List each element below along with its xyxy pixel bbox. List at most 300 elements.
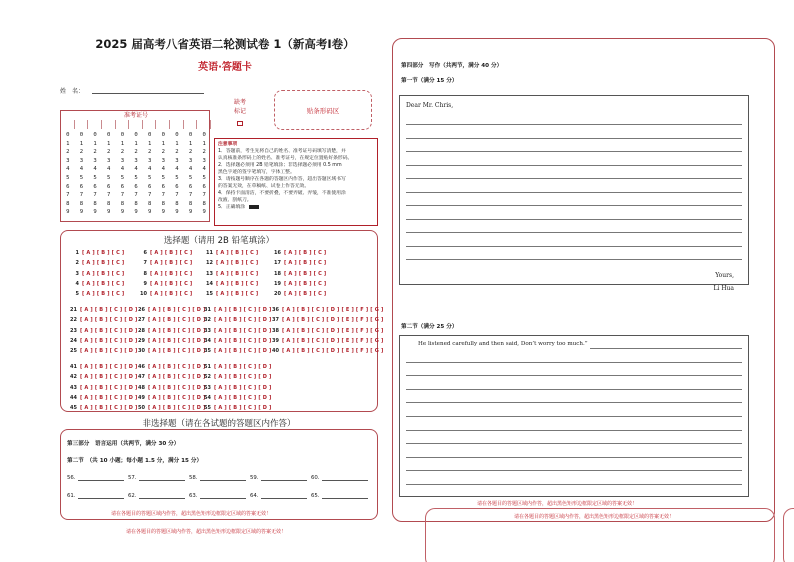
notes-item-text: 2．选择题必须用 2B 铅笔填涂；非选择题必须用 0.5 mm <box>218 163 342 168</box>
blank-input-line[interactable] <box>322 475 368 481</box>
writing-line[interactable] <box>406 362 742 363</box>
exam-digit-bubble[interactable]: 6 <box>93 183 97 190</box>
writing-line[interactable] <box>406 138 742 139</box>
exam-digit-bubble[interactable]: 4 <box>175 166 179 173</box>
exam-digit-bubble[interactable]: 8 <box>66 200 70 207</box>
exam-digit-bubble[interactable]: 4 <box>202 166 206 173</box>
exam-digit-bubble[interactable]: 0 <box>120 132 125 138</box>
exam-digit-bubble[interactable]: 9 <box>188 209 193 216</box>
exam-digit-bubble[interactable]: 0 <box>107 132 111 138</box>
exam-digit-bubble[interactable]: 9 <box>161 209 165 216</box>
exam-digit-bubble[interactable]: 4 <box>134 166 138 173</box>
question-row[interactable] <box>269 346 383 356</box>
exam-digit-bubble[interactable]: 0 <box>93 132 97 138</box>
exam-digit-bubble[interactable]: 6 <box>147 183 152 190</box>
question-row[interactable] <box>201 336 272 346</box>
letter-closing: Yours, <box>715 272 734 279</box>
answer-bubbles[interactable]: [ A ] [ B ] [ C ] <box>150 250 193 256</box>
answer-bubbles[interactable]: [ A ] [ B ] [ C ] [ D ] <box>80 374 138 381</box>
writing-line[interactable] <box>406 192 742 193</box>
answer-bubbles[interactable]: [ A ] [ B ] [ C ] [ D ] <box>148 327 206 334</box>
answer-bubbles[interactable]: [ A ] [ B ] [ C ] [ D ] [ E ] [ F ] [ G ] <box>282 337 384 344</box>
exam-digit-bubble[interactable]: 9 <box>202 209 206 216</box>
exam-digit-bubble[interactable]: 7 <box>93 192 97 199</box>
question-number: 19 <box>274 280 281 287</box>
exam-digit-bubble[interactable]: 6 <box>161 183 165 190</box>
exam-digit-bubble[interactable]: 0 <box>202 132 206 138</box>
left-warning: 请在各题目的答题区域内作答，超出黑色矩形边框限定区域的答案无效！ <box>111 511 272 517</box>
answer-bubbles[interactable]: [ A ] [ B ] [ C ] [ D ] [ E ] [ F ] [ G ] <box>282 307 384 313</box>
absent-mark-box[interactable] <box>237 121 243 126</box>
question-row[interactable] <box>69 248 124 258</box>
exam-digit-bubble[interactable]: 3 <box>175 157 179 164</box>
answer-bubbles[interactable]: [ A ] [ B ] [ C ] [ D ] <box>214 374 272 381</box>
answer-bubbles[interactable]: [ A ] [ B ] [ C ] [ D ] <box>214 348 272 355</box>
exam-digit-bubble[interactable]: 5 <box>93 174 97 181</box>
exam-digit-bubble[interactable]: 7 <box>147 192 152 199</box>
exam-digit-bubble[interactable]: 6 <box>175 183 179 190</box>
letter-greeting: Dear Mr. Chris, <box>406 102 454 109</box>
question-row[interactable] <box>69 269 124 279</box>
answer-bubbles[interactable]: [ A ] [ B ] [ C ] [ D ] <box>214 394 272 401</box>
answer-bubbles[interactable]: [ A ] [ B ] [ C ] <box>82 250 125 256</box>
exam-digit-bubble[interactable]: 1 <box>107 140 111 147</box>
question-row[interactable] <box>201 403 272 413</box>
exam-digit-bubble[interactable]: 5 <box>134 174 138 181</box>
question-row[interactable] <box>137 269 192 279</box>
exam-digit-bubble[interactable]: 0 <box>79 132 84 138</box>
exam-number-cell[interactable] <box>116 120 130 129</box>
exam-digit-bubble[interactable]: 2 <box>161 149 165 156</box>
letter-writing-area[interactable] <box>399 95 749 292</box>
answer-bubbles[interactable]: [ A ] [ B ] [ C ] [ D ] [ E ] [ F ] [ G ] <box>282 317 384 324</box>
answer-bubbles[interactable]: [ A ] [ B ] [ C ] <box>150 291 193 298</box>
answer-bubbles[interactable]: [ A ] [ B ] [ C ] <box>82 280 125 287</box>
answer-bubbles[interactable]: [ A ] [ B ] [ C ] [ D ] <box>148 405 206 412</box>
answer-bubbles[interactable]: [ A ] [ B ] [ C ] <box>284 250 327 256</box>
question-row[interactable] <box>67 383 138 393</box>
question-row[interactable] <box>201 362 272 372</box>
exam-digit-bubble[interactable]: 7 <box>120 192 125 199</box>
blank-number: 57. <box>128 475 137 481</box>
question-group <box>69 248 124 299</box>
blank-number: 65. <box>311 493 320 499</box>
exam-digit-bubble[interactable]: 9 <box>120 209 125 216</box>
exam-digit-bubble[interactable]: 3 <box>79 157 84 164</box>
writing-line[interactable] <box>406 389 742 390</box>
exam-digit-bubble[interactable]: 8 <box>147 200 152 207</box>
question-number: 33 <box>204 327 211 334</box>
question-number: 20 <box>274 291 281 298</box>
question-row[interactable] <box>271 248 326 258</box>
exam-digit-bubble[interactable]: 7 <box>202 192 206 199</box>
exam-digit-bubble[interactable]: 5 <box>188 174 193 181</box>
writing-line[interactable] <box>406 124 742 125</box>
question-group <box>67 305 138 356</box>
exam-digit-bubble[interactable]: 2 <box>120 149 125 156</box>
exam-digit-bubble[interactable]: 0 <box>134 132 138 138</box>
answer-bubbles[interactable]: [ A ] [ B ] [ C ] <box>82 291 125 298</box>
writing-line[interactable] <box>406 470 742 471</box>
question-row[interactable] <box>203 279 258 289</box>
exam-number-write-cells[interactable] <box>61 120 211 129</box>
absent-label <box>226 98 254 116</box>
answer-bubbles[interactable]: [ A ] [ B ] [ C ] [ D ] <box>80 307 138 313</box>
exam-digit-bubble[interactable]: 3 <box>161 157 165 164</box>
question-row[interactable] <box>269 336 383 346</box>
exam-digit-bubble[interactable]: 7 <box>188 192 193 199</box>
answer-bubbles[interactable]: [ A ] [ B ] [ C ] <box>216 291 259 298</box>
notes-item-text: 4．保持卡面清洁，不要折叠，不要弄破、弄皱，不准使用涂 <box>218 191 346 196</box>
question-row[interactable] <box>67 362 138 372</box>
exam-number-column <box>116 131 130 217</box>
answer-bubbles[interactable]: [ A ] [ B ] [ C ] <box>216 270 259 277</box>
question-number: 24 <box>70 337 77 344</box>
question-row[interactable] <box>271 258 326 268</box>
question-group <box>137 248 192 299</box>
answer-bubbles[interactable]: [ A ] [ B ] [ C ] [ D ] <box>80 364 138 370</box>
exam-digit-bubble[interactable]: 5 <box>202 174 206 181</box>
blank-input-line[interactable] <box>78 493 124 499</box>
exam-digit-bubble[interactable]: 5 <box>147 174 152 181</box>
answer-bubbles[interactable]: [ A ] [ B ] [ C ] <box>284 280 327 287</box>
writing-line[interactable] <box>590 348 742 349</box>
answer-bubbles[interactable]: [ A ] [ B ] [ C ] <box>216 280 259 287</box>
exam-digit-bubble[interactable]: 6 <box>107 183 111 190</box>
exam-digit-bubble[interactable]: 8 <box>202 200 206 207</box>
writing-line[interactable] <box>406 457 742 458</box>
exam-digit-bubble[interactable]: 8 <box>134 200 138 207</box>
exam-number-cell[interactable] <box>197 120 211 129</box>
answer-bubbles[interactable]: [ A ] [ B ] [ C ] [ D ] <box>80 405 138 412</box>
exam-digit-bubble[interactable]: 1 <box>147 140 152 147</box>
question-row[interactable] <box>201 372 272 382</box>
exam-digit-bubble[interactable]: 7 <box>79 192 84 199</box>
writing-line[interactable] <box>406 165 742 166</box>
exam-number-cell[interactable] <box>143 120 157 129</box>
exam-number-cell[interactable] <box>102 120 116 129</box>
answer-bubbles[interactable]: [ A ] [ B ] [ C ] [ D ] <box>214 307 272 313</box>
exam-number-cell[interactable] <box>88 120 102 129</box>
blank-number: 60. <box>311 475 320 481</box>
answer-bubbles[interactable]: [ A ] [ B ] [ C ] <box>150 280 193 287</box>
writing-line[interactable] <box>406 219 742 220</box>
exam-digit-bubble[interactable]: 3 <box>134 157 138 164</box>
question-row[interactable] <box>201 326 272 336</box>
question-row[interactable] <box>67 393 138 403</box>
exam-digit-bubble[interactable]: 9 <box>93 209 97 216</box>
exam-digit-bubble[interactable]: 3 <box>120 157 125 164</box>
exam-digit-bubble[interactable]: 9 <box>134 209 138 216</box>
notes-item-text: 的答案无效，在草稿纸、试卷上作答无效。 <box>218 184 310 189</box>
exam-digit-bubble[interactable]: 5 <box>66 174 70 181</box>
exam-digit-bubble[interactable]: 8 <box>93 200 97 207</box>
question-row[interactable] <box>269 326 383 336</box>
exam-digit-bubble[interactable]: 0 <box>147 132 152 138</box>
exam-digit-bubble[interactable]: 7 <box>175 192 179 199</box>
exam-digit-bubble[interactable]: 1 <box>175 140 179 147</box>
answer-bubbles[interactable]: [ A ] [ B ] [ C ] <box>284 270 327 277</box>
answer-bubbles[interactable]: [ A ] [ B ] [ C ] [ D ] <box>80 348 138 355</box>
question-row[interactable] <box>201 305 272 315</box>
exam-digit-bubble[interactable]: 1 <box>188 140 193 147</box>
exam-digit-bubble[interactable]: 6 <box>120 183 125 190</box>
exam-digit-bubble[interactable]: 5 <box>175 174 179 181</box>
notes-list <box>218 148 374 211</box>
question-row[interactable] <box>135 403 206 413</box>
question-row[interactable] <box>69 289 124 299</box>
exam-digit-bubble[interactable]: 7 <box>134 192 138 199</box>
answer-bubbles[interactable]: [ A ] [ B ] [ C ] [ D ] <box>214 405 272 412</box>
answer-bubbles[interactable]: [ A ] [ B ] [ C ] <box>284 260 327 267</box>
exam-digit-bubble[interactable]: 2 <box>66 149 70 156</box>
exam-digit-bubble[interactable]: 6 <box>134 183 138 190</box>
exam-digit-bubble[interactable]: 7 <box>107 192 111 199</box>
exam-digit-bubble[interactable]: 3 <box>202 157 206 164</box>
question-row[interactable] <box>67 336 138 346</box>
writing-line[interactable] <box>406 246 742 247</box>
writing-line[interactable] <box>406 402 742 403</box>
exam-digit-bubble[interactable]: 6 <box>202 183 206 190</box>
question-row[interactable] <box>201 315 272 325</box>
writing-line[interactable] <box>406 205 742 206</box>
exam-digit-bubble[interactable]: 2 <box>188 149 193 156</box>
answer-bubbles[interactable]: [ A ] [ B ] [ C ] [ D ] <box>148 348 206 355</box>
exam-digit-bubble[interactable]: 6 <box>188 183 193 190</box>
exam-digit-bubble[interactable]: 8 <box>175 200 179 207</box>
answer-bubbles[interactable]: [ A ] [ B ] [ C ] <box>216 260 259 267</box>
question-row[interactable] <box>271 279 326 289</box>
exam-digit-bubble[interactable]: 7 <box>161 192 165 199</box>
answer-bubbles[interactable]: [ A ] [ B ] [ C ] <box>284 291 327 298</box>
exam-digit-bubble[interactable]: 1 <box>66 140 70 147</box>
question-number: 39 <box>272 337 279 344</box>
writing-line[interactable] <box>406 484 742 485</box>
exam-number-bubbles[interactable] <box>61 131 211 217</box>
answer-bubbles[interactable]: [ A ] [ B ] [ C ] [ D ] <box>80 337 138 344</box>
blank-input-line[interactable] <box>78 475 124 481</box>
exam-digit-bubble[interactable]: 2 <box>175 149 179 156</box>
question-number: 29 <box>138 337 145 344</box>
exam-digit-bubble[interactable]: 2 <box>134 149 138 156</box>
question-row[interactable] <box>67 326 138 336</box>
exam-digit-bubble[interactable]: 5 <box>107 174 111 181</box>
exam-digit-bubble[interactable]: 4 <box>93 166 97 173</box>
exam-digit-bubble[interactable]: 5 <box>79 174 84 181</box>
question-number: 55 <box>204 405 211 412</box>
blank-input-line[interactable] <box>261 493 307 499</box>
question-number: 50 <box>138 405 145 412</box>
blank-input-line[interactable] <box>322 493 368 499</box>
question-row[interactable] <box>271 289 326 299</box>
exam-number-cell[interactable] <box>156 120 170 129</box>
exam-digit-bubble[interactable]: 8 <box>161 200 165 207</box>
answer-bubbles[interactable]: [ A ] [ B ] [ C ] [ D ] <box>148 307 206 313</box>
answer-bubbles[interactable]: [ A ] [ B ] [ C ] [ D ] <box>80 327 138 334</box>
writing-line[interactable] <box>406 375 742 376</box>
question-row[interactable] <box>135 362 206 372</box>
blank-number: 59. <box>250 475 259 481</box>
answer-bubbles[interactable]: [ A ] [ B ] [ C ] [ D ] <box>214 317 272 324</box>
exam-digit-bubble[interactable]: 7 <box>66 192 70 199</box>
answer-bubbles[interactable]: [ A ] [ B ] [ C ] [ D ] <box>148 384 206 391</box>
exam-digit-bubble[interactable]: 0 <box>66 132 70 138</box>
question-row[interactable] <box>203 269 258 279</box>
question-row[interactable] <box>135 383 206 393</box>
exam-digit-bubble[interactable]: 2 <box>147 149 152 156</box>
exam-digit-bubble[interactable]: 2 <box>107 149 111 156</box>
exam-digit-bubble[interactable]: 0 <box>175 132 179 138</box>
exam-digit-bubble[interactable]: 4 <box>147 166 152 173</box>
exam-digit-bubble[interactable]: 4 <box>120 166 125 173</box>
question-row[interactable] <box>137 258 192 268</box>
writing-line[interactable] <box>406 232 742 233</box>
answer-bubbles[interactable]: [ A ] [ B ] [ C ] [ D ] <box>80 317 138 324</box>
answer-bubbles[interactable]: [ A ] [ B ] [ C ] [ D ] <box>148 394 206 401</box>
question-number: 4 <box>75 280 79 287</box>
exam-digit-bubble[interactable]: 5 <box>120 174 125 181</box>
question-row[interactable] <box>67 305 138 315</box>
writing-line[interactable] <box>406 416 742 417</box>
continuation-writing-area[interactable] <box>399 335 749 497</box>
question-row[interactable] <box>135 346 206 356</box>
exam-digit-bubble[interactable]: 1 <box>202 140 206 147</box>
notes-item <box>218 197 374 204</box>
answer-bubbles[interactable]: [ A ] [ B ] [ C ] [ D ] <box>148 317 206 324</box>
question-row[interactable] <box>67 372 138 382</box>
question-row[interactable] <box>135 336 206 346</box>
answer-bubbles[interactable]: [ A ] [ B ] [ C ] [ D ] [ E ] [ F ] [ G ] <box>282 348 384 355</box>
answer-bubbles[interactable]: [ A ] [ B ] [ C ] <box>216 250 259 256</box>
exam-number-cell[interactable] <box>75 120 89 129</box>
exam-digit-bubble[interactable]: 9 <box>175 209 179 216</box>
answer-bubbles[interactable]: [ A ] [ B ] [ C ] [ D ] [ E ] [ F ] [ G ] <box>282 327 384 334</box>
answer-bubbles[interactable]: [ A ] [ B ] [ C ] <box>82 260 125 267</box>
question-row[interactable] <box>137 289 192 299</box>
question-row[interactable] <box>269 305 383 315</box>
question-row[interactable] <box>201 383 272 393</box>
exam-digit-bubble[interactable]: 1 <box>120 140 125 147</box>
question-row[interactable] <box>201 346 272 356</box>
exam-digit-bubble[interactable]: 2 <box>79 149 84 156</box>
question-row[interactable] <box>201 393 272 403</box>
answer-bubbles[interactable]: [ A ] [ B ] [ C ] [ D ] <box>214 337 272 344</box>
exam-digit-bubble[interactable]: 9 <box>79 209 84 216</box>
answer-bubbles[interactable]: [ A ] [ B ] [ C ] <box>150 270 193 277</box>
question-row[interactable] <box>135 393 206 403</box>
question-number: 35 <box>204 348 211 355</box>
question-row[interactable] <box>135 315 206 325</box>
exam-digit-bubble[interactable]: 0 <box>188 132 193 138</box>
answer-bubbles[interactable]: [ A ] [ B ] [ C ] <box>82 270 125 277</box>
question-row[interactable] <box>203 248 258 258</box>
question-row[interactable] <box>137 279 192 289</box>
answer-bubbles[interactable]: [ A ] [ B ] [ C ] [ D ] <box>214 327 272 334</box>
exam-digit-bubble[interactable]: 3 <box>188 157 193 164</box>
exam-digit-bubble[interactable]: 1 <box>93 140 97 147</box>
blank-input-line[interactable] <box>139 493 185 499</box>
exam-digit-bubble[interactable]: 8 <box>79 200 84 207</box>
writing-line[interactable] <box>406 443 742 444</box>
question-row[interactable] <box>67 346 138 356</box>
question-row[interactable] <box>69 279 124 289</box>
exam-digit-bubble[interactable]: 2 <box>202 149 206 156</box>
question-row[interactable] <box>137 248 192 258</box>
question-row[interactable] <box>69 258 124 268</box>
answer-bubbles[interactable]: [ A ] [ B ] [ C ] [ D ] <box>148 337 206 344</box>
answer-bubbles[interactable]: [ A ] [ B ] [ C ] [ D ] <box>80 394 138 401</box>
answer-bubbles[interactable]: [ A ] [ B ] [ C ] [ D ] <box>148 374 206 381</box>
answer-bubbles[interactable]: [ A ] [ B ] [ C ] [ D ] <box>214 364 272 370</box>
question-number: 10 <box>140 291 147 298</box>
exam-digit-bubble[interactable]: 4 <box>79 166 84 173</box>
exam-digit-bubble[interactable]: 8 <box>120 200 125 207</box>
question-row[interactable] <box>203 258 258 268</box>
exam-digit-bubble[interactable]: 8 <box>107 200 111 207</box>
writing-line[interactable] <box>406 259 742 260</box>
blank-input-line[interactable] <box>200 493 246 499</box>
exam-digit-bubble[interactable]: 3 <box>147 157 152 164</box>
writing-line[interactable] <box>406 430 742 431</box>
question-group <box>135 362 206 413</box>
exam-digit-bubble[interactable]: 9 <box>147 209 152 216</box>
blank-input-line[interactable] <box>200 475 246 481</box>
exam-digit-bubble[interactable]: 9 <box>66 209 70 216</box>
exam-digit-bubble[interactable]: 1 <box>79 140 84 147</box>
question-row[interactable] <box>271 269 326 279</box>
exam-number-cell[interactable] <box>61 120 75 129</box>
exam-number-cell[interactable] <box>170 120 184 129</box>
question-group <box>201 305 272 356</box>
question-row[interactable] <box>67 315 138 325</box>
answer-bubbles[interactable]: [ A ] [ B ] [ C ] [ D ] <box>148 364 206 370</box>
question-row[interactable] <box>135 372 206 382</box>
exam-number-cell[interactable] <box>184 120 198 129</box>
name-field[interactable] <box>92 93 204 94</box>
exam-digit-bubble[interactable]: 3 <box>66 157 70 164</box>
answer-bubbles[interactable]: [ A ] [ B ] [ C ] [ D ] <box>214 384 272 391</box>
exam-digit-bubble[interactable]: 2 <box>93 149 97 156</box>
writing-line[interactable] <box>406 178 742 179</box>
question-row[interactable] <box>135 326 206 336</box>
exam-digit-bubble[interactable]: 4 <box>188 166 193 173</box>
exam-digit-bubble[interactable]: 8 <box>188 200 193 207</box>
exam-digit-bubble[interactable]: 4 <box>66 166 70 173</box>
question-row[interactable] <box>135 305 206 315</box>
exam-digit-bubble[interactable]: 6 <box>79 183 84 190</box>
exam-digit-bubble[interactable]: 1 <box>161 140 165 147</box>
exam-digit-bubble[interactable]: 3 <box>107 157 111 164</box>
question-row[interactable] <box>67 403 138 413</box>
question-row[interactable] <box>203 289 258 299</box>
exam-digit-bubble[interactable]: 4 <box>107 166 111 173</box>
answer-bubbles[interactable]: [ A ] [ B ] [ C ] [ D ] <box>80 384 138 391</box>
blank-input-line[interactable] <box>139 475 185 481</box>
question-number: 41 <box>70 364 77 370</box>
blank-input-line[interactable] <box>261 475 307 481</box>
exam-digit-bubble[interactable]: 1 <box>134 140 138 147</box>
exam-digit-bubble[interactable]: 6 <box>66 183 70 190</box>
exam-digit-bubble[interactable]: 5 <box>161 174 165 181</box>
question-row[interactable] <box>269 315 383 325</box>
exam-digit-bubble[interactable]: 3 <box>93 157 97 164</box>
exam-digit-bubble[interactable]: 0 <box>161 132 165 138</box>
exam-digit-bubble[interactable]: 9 <box>107 209 111 216</box>
exam-digit-bubble[interactable]: 4 <box>161 166 165 173</box>
writing-line[interactable] <box>406 151 742 152</box>
exam-number-cell[interactable] <box>129 120 143 129</box>
answer-bubbles[interactable]: [ A ] [ B ] [ C ] <box>150 260 193 267</box>
